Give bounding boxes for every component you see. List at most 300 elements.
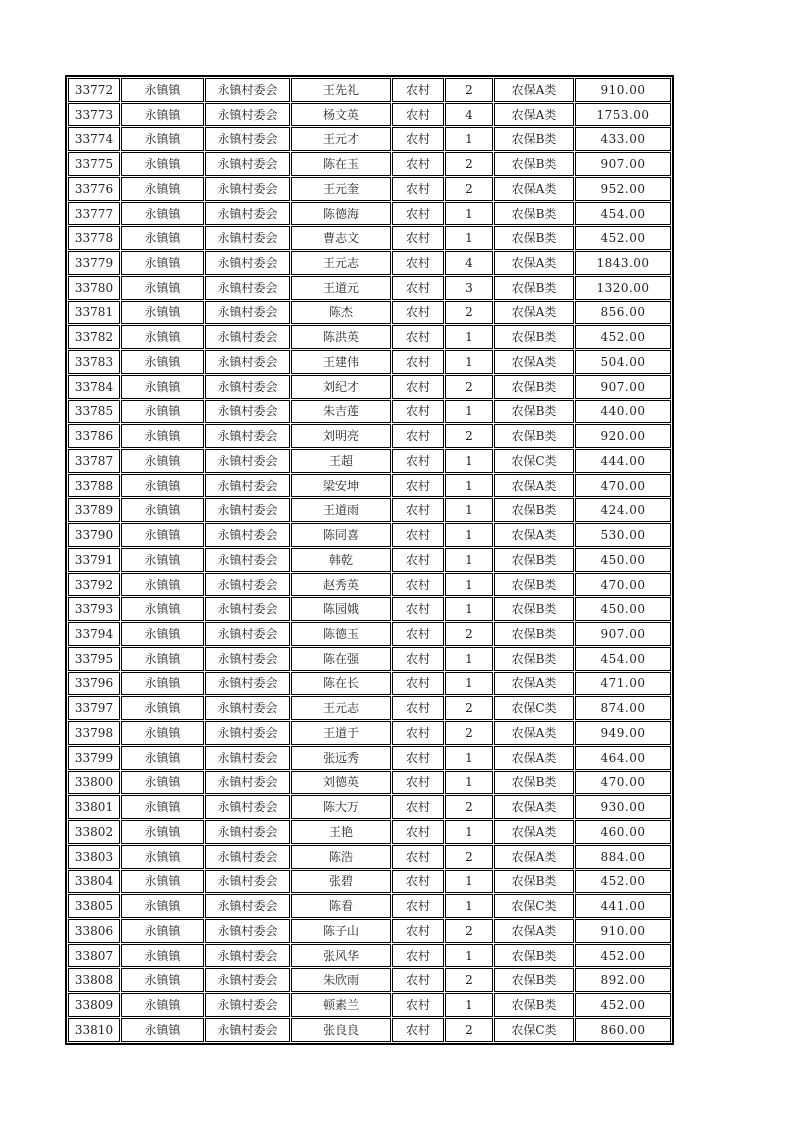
cell-person-count: 2 xyxy=(445,696,493,720)
cell-person-count: 1 xyxy=(445,647,493,671)
table-row xyxy=(68,127,671,151)
cell-village-committee: 永镇村委会 xyxy=(205,127,290,151)
cell-record-id: 33807 xyxy=(68,944,120,968)
cell-village-committee: 永镇村委会 xyxy=(205,672,290,696)
table-row xyxy=(68,152,671,176)
cell-person-name: 陈洪英 xyxy=(291,325,391,349)
cell-person-name: 杨文英 xyxy=(291,103,391,127)
cell-residence-type: 农村 xyxy=(392,721,444,745)
cell-amount: 452.00 xyxy=(575,944,671,968)
cell-village-committee: 永镇村委会 xyxy=(205,226,290,250)
cell-person-count: 1 xyxy=(445,944,493,968)
cell-insurance-category: 农保B类 xyxy=(494,424,574,448)
cell-person-name: 张碧 xyxy=(291,870,391,894)
cell-town: 永镇镇 xyxy=(121,301,204,325)
cell-town: 永镇镇 xyxy=(121,622,204,646)
cell-insurance-category: 农保A类 xyxy=(494,103,574,127)
cell-village-committee: 永镇村委会 xyxy=(205,771,290,795)
cell-residence-type: 农村 xyxy=(392,127,444,151)
cell-residence-type: 农村 xyxy=(392,424,444,448)
cell-town: 永镇镇 xyxy=(121,721,204,745)
cell-person-name: 陈园娥 xyxy=(291,597,391,621)
cell-person-name: 陈看 xyxy=(291,894,391,918)
table-row xyxy=(68,78,671,102)
cell-residence-type: 农村 xyxy=(392,152,444,176)
cell-town: 永镇镇 xyxy=(121,177,204,201)
cell-amount: 444.00 xyxy=(575,449,671,473)
cell-record-id: 33799 xyxy=(68,746,120,770)
cell-town: 永镇镇 xyxy=(121,276,204,300)
cell-person-name: 王元志 xyxy=(291,696,391,720)
cell-person-count: 1 xyxy=(445,672,493,696)
cell-residence-type: 农村 xyxy=(392,993,444,1017)
cell-village-committee: 永镇村委会 xyxy=(205,325,290,349)
cell-record-id: 33776 xyxy=(68,177,120,201)
cell-residence-type: 农村 xyxy=(392,795,444,819)
cell-amount: 464.00 xyxy=(575,746,671,770)
cell-person-count: 1 xyxy=(445,820,493,844)
cell-person-count: 2 xyxy=(445,375,493,399)
table-row xyxy=(68,474,671,498)
cell-person-name: 韩乾 xyxy=(291,548,391,572)
cell-person-count: 4 xyxy=(445,251,493,275)
cell-residence-type: 农村 xyxy=(392,894,444,918)
table-row xyxy=(68,449,671,473)
table-row xyxy=(68,944,671,968)
cell-town: 永镇镇 xyxy=(121,696,204,720)
cell-residence-type: 农村 xyxy=(392,375,444,399)
cell-person-name: 顿素兰 xyxy=(291,993,391,1017)
pension-table xyxy=(65,75,674,1045)
cell-town: 永镇镇 xyxy=(121,894,204,918)
cell-village-committee: 永镇村委会 xyxy=(205,894,290,918)
cell-residence-type: 农村 xyxy=(392,845,444,869)
cell-amount: 471.00 xyxy=(575,672,671,696)
cell-amount: 454.00 xyxy=(575,202,671,226)
cell-person-name: 朱欣雨 xyxy=(291,968,391,992)
table-row xyxy=(68,894,671,918)
cell-amount: 856.00 xyxy=(575,301,671,325)
cell-town: 永镇镇 xyxy=(121,152,204,176)
table-row xyxy=(68,919,671,943)
cell-insurance-category: 农保A类 xyxy=(494,721,574,745)
table-row xyxy=(68,845,671,869)
cell-person-name: 陈德海 xyxy=(291,202,391,226)
cell-residence-type: 农村 xyxy=(392,276,444,300)
cell-village-committee: 永镇村委会 xyxy=(205,350,290,374)
cell-record-id: 33797 xyxy=(68,696,120,720)
cell-residence-type: 农村 xyxy=(392,177,444,201)
cell-amount: 884.00 xyxy=(575,845,671,869)
cell-insurance-category: 农保C类 xyxy=(494,449,574,473)
table-row xyxy=(68,672,671,696)
cell-person-count: 1 xyxy=(445,746,493,770)
cell-amount: 452.00 xyxy=(575,226,671,250)
table-row xyxy=(68,375,671,399)
cell-town: 永镇镇 xyxy=(121,350,204,374)
cell-residence-type: 农村 xyxy=(392,202,444,226)
cell-person-count: 4 xyxy=(445,103,493,127)
cell-record-id: 33779 xyxy=(68,251,120,275)
cell-amount: 450.00 xyxy=(575,597,671,621)
table-row xyxy=(68,968,671,992)
cell-record-id: 33809 xyxy=(68,993,120,1017)
cell-village-committee: 永镇村委会 xyxy=(205,400,290,424)
cell-insurance-category: 农保B类 xyxy=(494,597,574,621)
cell-residence-type: 农村 xyxy=(392,523,444,547)
cell-village-committee: 永镇村委会 xyxy=(205,498,290,522)
cell-record-id: 33804 xyxy=(68,870,120,894)
cell-town: 永镇镇 xyxy=(121,424,204,448)
cell-insurance-category: 农保B类 xyxy=(494,968,574,992)
cell-amount: 470.00 xyxy=(575,474,671,498)
table-row xyxy=(68,276,671,300)
table-row xyxy=(68,771,671,795)
cell-town: 永镇镇 xyxy=(121,226,204,250)
cell-person-count: 1 xyxy=(445,350,493,374)
table-row xyxy=(68,251,671,275)
cell-village-committee: 永镇村委会 xyxy=(205,597,290,621)
cell-insurance-category: 农保A类 xyxy=(494,251,574,275)
cell-person-count: 2 xyxy=(445,622,493,646)
cell-town: 永镇镇 xyxy=(121,746,204,770)
cell-amount: 907.00 xyxy=(575,622,671,646)
cell-town: 永镇镇 xyxy=(121,1018,204,1042)
cell-amount: 907.00 xyxy=(575,375,671,399)
cell-person-count: 2 xyxy=(445,795,493,819)
cell-record-id: 33803 xyxy=(68,845,120,869)
cell-insurance-category: 农保B类 xyxy=(494,325,574,349)
cell-person-name: 王道元 xyxy=(291,276,391,300)
table-row xyxy=(68,1018,671,1042)
table-row xyxy=(68,424,671,448)
cell-village-committee: 永镇村委会 xyxy=(205,573,290,597)
cell-insurance-category: 农保B类 xyxy=(494,276,574,300)
cell-person-count: 1 xyxy=(445,226,493,250)
cell-insurance-category: 农保B类 xyxy=(494,771,574,795)
cell-town: 永镇镇 xyxy=(121,127,204,151)
table-row xyxy=(68,548,671,572)
cell-insurance-category: 农保B类 xyxy=(494,944,574,968)
cell-person-count: 1 xyxy=(445,400,493,424)
table-row xyxy=(68,993,671,1017)
cell-insurance-category: 农保C类 xyxy=(494,894,574,918)
cell-amount: 860.00 xyxy=(575,1018,671,1042)
cell-town: 永镇镇 xyxy=(121,474,204,498)
cell-town: 永镇镇 xyxy=(121,375,204,399)
cell-town: 永镇镇 xyxy=(121,548,204,572)
cell-person-count: 1 xyxy=(445,449,493,473)
cell-person-name: 王建伟 xyxy=(291,350,391,374)
cell-insurance-category: 农保B类 xyxy=(494,152,574,176)
cell-village-committee: 永镇村委会 xyxy=(205,795,290,819)
cell-amount: 452.00 xyxy=(575,870,671,894)
table-row xyxy=(68,721,671,745)
cell-person-name: 陈在强 xyxy=(291,647,391,671)
cell-amount: 441.00 xyxy=(575,894,671,918)
cell-person-name: 梁安坤 xyxy=(291,474,391,498)
cell-residence-type: 农村 xyxy=(392,350,444,374)
cell-village-committee: 永镇村委会 xyxy=(205,944,290,968)
table-row xyxy=(68,325,671,349)
cell-amount: 907.00 xyxy=(575,152,671,176)
cell-person-count: 2 xyxy=(445,152,493,176)
cell-residence-type: 农村 xyxy=(392,820,444,844)
cell-person-count: 2 xyxy=(445,301,493,325)
cell-person-name: 赵秀英 xyxy=(291,573,391,597)
cell-insurance-category: 农保A类 xyxy=(494,795,574,819)
cell-residence-type: 农村 xyxy=(392,746,444,770)
cell-person-name: 陈子山 xyxy=(291,919,391,943)
cell-amount: 530.00 xyxy=(575,523,671,547)
cell-person-name: 朱吉莲 xyxy=(291,400,391,424)
cell-village-committee: 永镇村委会 xyxy=(205,1018,290,1042)
table-row xyxy=(68,523,671,547)
cell-village-committee: 永镇村委会 xyxy=(205,251,290,275)
cell-record-id: 33806 xyxy=(68,919,120,943)
cell-town: 永镇镇 xyxy=(121,968,204,992)
cell-insurance-category: 农保A类 xyxy=(494,746,574,770)
cell-residence-type: 农村 xyxy=(392,474,444,498)
cell-person-name: 陈在玉 xyxy=(291,152,391,176)
cell-person-count: 1 xyxy=(445,474,493,498)
cell-insurance-category: 农保A类 xyxy=(494,350,574,374)
cell-record-id: 33786 xyxy=(68,424,120,448)
cell-insurance-category: 农保A类 xyxy=(494,177,574,201)
cell-village-committee: 永镇村委会 xyxy=(205,301,290,325)
cell-record-id: 33810 xyxy=(68,1018,120,1042)
cell-residence-type: 农村 xyxy=(392,647,444,671)
cell-insurance-category: 农保C类 xyxy=(494,1018,574,1042)
cell-person-count: 1 xyxy=(445,548,493,572)
cell-town: 永镇镇 xyxy=(121,870,204,894)
cell-village-committee: 永镇村委会 xyxy=(205,647,290,671)
cell-person-name: 陈大万 xyxy=(291,795,391,819)
cell-town: 永镇镇 xyxy=(121,647,204,671)
table-row xyxy=(68,820,671,844)
cell-amount: 892.00 xyxy=(575,968,671,992)
cell-insurance-category: 农保B类 xyxy=(494,548,574,572)
cell-village-committee: 永镇村委会 xyxy=(205,177,290,201)
cell-village-committee: 永镇村委会 xyxy=(205,820,290,844)
cell-town: 永镇镇 xyxy=(121,325,204,349)
table-row xyxy=(68,350,671,374)
cell-amount: 470.00 xyxy=(575,771,671,795)
cell-town: 永镇镇 xyxy=(121,251,204,275)
cell-village-committee: 永镇村委会 xyxy=(205,548,290,572)
cell-village-committee: 永镇村委会 xyxy=(205,919,290,943)
cell-person-count: 2 xyxy=(445,845,493,869)
cell-person-name: 张风华 xyxy=(291,944,391,968)
cell-person-count: 1 xyxy=(445,894,493,918)
table-row xyxy=(68,746,671,770)
cell-person-name: 王超 xyxy=(291,449,391,473)
cell-residence-type: 农村 xyxy=(392,498,444,522)
table-row xyxy=(68,622,671,646)
cell-amount: 470.00 xyxy=(575,573,671,597)
cell-insurance-category: 农保B类 xyxy=(494,870,574,894)
cell-person-name: 王元志 xyxy=(291,251,391,275)
cell-record-id: 33790 xyxy=(68,523,120,547)
cell-record-id: 33802 xyxy=(68,820,120,844)
cell-town: 永镇镇 xyxy=(121,597,204,621)
cell-residence-type: 农村 xyxy=(392,597,444,621)
table-row xyxy=(68,400,671,424)
cell-record-id: 33788 xyxy=(68,474,120,498)
cell-amount: 1753.00 xyxy=(575,103,671,127)
cell-residence-type: 农村 xyxy=(392,449,444,473)
cell-person-count: 2 xyxy=(445,968,493,992)
cell-residence-type: 农村 xyxy=(392,103,444,127)
cell-person-count: 2 xyxy=(445,424,493,448)
table-row xyxy=(68,696,671,720)
cell-person-count: 1 xyxy=(445,523,493,547)
cell-person-name: 王道雨 xyxy=(291,498,391,522)
cell-insurance-category: 农保B类 xyxy=(494,375,574,399)
cell-village-committee: 永镇村委会 xyxy=(205,424,290,448)
cell-amount: 949.00 xyxy=(575,721,671,745)
cell-amount: 504.00 xyxy=(575,350,671,374)
cell-amount: 450.00 xyxy=(575,548,671,572)
cell-person-count: 1 xyxy=(445,573,493,597)
cell-person-count: 1 xyxy=(445,993,493,1017)
cell-amount: 930.00 xyxy=(575,795,671,819)
cell-residence-type: 农村 xyxy=(392,696,444,720)
cell-person-name: 王元才 xyxy=(291,127,391,151)
cell-person-name: 王道于 xyxy=(291,721,391,745)
cell-town: 永镇镇 xyxy=(121,795,204,819)
cell-village-committee: 永镇村委会 xyxy=(205,474,290,498)
cell-record-id: 33783 xyxy=(68,350,120,374)
cell-record-id: 33805 xyxy=(68,894,120,918)
cell-record-id: 33787 xyxy=(68,449,120,473)
cell-person-count: 3 xyxy=(445,276,493,300)
cell-insurance-category: 农保A类 xyxy=(494,78,574,102)
cell-village-committee: 永镇村委会 xyxy=(205,202,290,226)
cell-town: 永镇镇 xyxy=(121,449,204,473)
cell-record-id: 33808 xyxy=(68,968,120,992)
cell-record-id: 33793 xyxy=(68,597,120,621)
cell-record-id: 33782 xyxy=(68,325,120,349)
cell-person-count: 1 xyxy=(445,597,493,621)
cell-amount: 460.00 xyxy=(575,820,671,844)
cell-record-id: 33778 xyxy=(68,226,120,250)
cell-person-name: 陈在长 xyxy=(291,672,391,696)
cell-residence-type: 农村 xyxy=(392,301,444,325)
cell-village-committee: 永镇村委会 xyxy=(205,523,290,547)
cell-amount: 952.00 xyxy=(575,177,671,201)
cell-record-id: 33777 xyxy=(68,202,120,226)
cell-record-id: 33774 xyxy=(68,127,120,151)
table-row xyxy=(68,301,671,325)
cell-amount: 454.00 xyxy=(575,647,671,671)
cell-record-id: 33780 xyxy=(68,276,120,300)
cell-person-name: 刘纪才 xyxy=(291,375,391,399)
cell-person-count: 2 xyxy=(445,1018,493,1042)
cell-record-id: 33791 xyxy=(68,548,120,572)
cell-record-id: 33801 xyxy=(68,795,120,819)
cell-residence-type: 农村 xyxy=(392,870,444,894)
cell-person-count: 2 xyxy=(445,78,493,102)
cell-insurance-category: 农保B类 xyxy=(494,993,574,1017)
cell-amount: 1843.00 xyxy=(575,251,671,275)
cell-person-count: 1 xyxy=(445,202,493,226)
cell-residence-type: 农村 xyxy=(392,1018,444,1042)
cell-town: 永镇镇 xyxy=(121,993,204,1017)
cell-town: 永镇镇 xyxy=(121,400,204,424)
cell-person-name: 张良良 xyxy=(291,1018,391,1042)
cell-village-committee: 永镇村委会 xyxy=(205,968,290,992)
cell-person-count: 1 xyxy=(445,771,493,795)
table-row xyxy=(68,647,671,671)
cell-town: 永镇镇 xyxy=(121,573,204,597)
cell-record-id: 33785 xyxy=(68,400,120,424)
cell-town: 永镇镇 xyxy=(121,498,204,522)
cell-insurance-category: 农保B类 xyxy=(494,400,574,424)
cell-person-name: 张远秀 xyxy=(291,746,391,770)
cell-residence-type: 农村 xyxy=(392,548,444,572)
cell-residence-type: 农村 xyxy=(392,573,444,597)
cell-town: 永镇镇 xyxy=(121,672,204,696)
cell-insurance-category: 农保B类 xyxy=(494,127,574,151)
cell-residence-type: 农村 xyxy=(392,944,444,968)
cell-residence-type: 农村 xyxy=(392,622,444,646)
table-row xyxy=(68,226,671,250)
cell-insurance-category: 农保A类 xyxy=(494,301,574,325)
cell-residence-type: 农村 xyxy=(392,78,444,102)
cell-person-count: 2 xyxy=(445,721,493,745)
cell-insurance-category: 农保B类 xyxy=(494,647,574,671)
cell-record-id: 33781 xyxy=(68,301,120,325)
table-row xyxy=(68,870,671,894)
cell-town: 永镇镇 xyxy=(121,944,204,968)
cell-residence-type: 农村 xyxy=(392,251,444,275)
table-row xyxy=(68,202,671,226)
cell-village-committee: 永镇村委会 xyxy=(205,276,290,300)
cell-village-committee: 永镇村委会 xyxy=(205,375,290,399)
cell-record-id: 33796 xyxy=(68,672,120,696)
cell-record-id: 33772 xyxy=(68,78,120,102)
cell-town: 永镇镇 xyxy=(121,771,204,795)
cell-insurance-category: 农保A类 xyxy=(494,672,574,696)
table-row xyxy=(68,498,671,522)
cell-insurance-category: 农保B类 xyxy=(494,622,574,646)
cell-residence-type: 农村 xyxy=(392,771,444,795)
table-row xyxy=(68,597,671,621)
cell-town: 永镇镇 xyxy=(121,523,204,547)
cell-residence-type: 农村 xyxy=(392,672,444,696)
cell-person-count: 2 xyxy=(445,177,493,201)
cell-insurance-category: 农保B类 xyxy=(494,498,574,522)
cell-person-count: 2 xyxy=(445,919,493,943)
table-row xyxy=(68,795,671,819)
cell-person-count: 1 xyxy=(445,870,493,894)
cell-record-id: 33800 xyxy=(68,771,120,795)
cell-village-committee: 永镇村委会 xyxy=(205,622,290,646)
cell-town: 永镇镇 xyxy=(121,78,204,102)
cell-village-committee: 永镇村委会 xyxy=(205,78,290,102)
cell-residence-type: 农村 xyxy=(392,325,444,349)
cell-amount: 910.00 xyxy=(575,919,671,943)
cell-town: 永镇镇 xyxy=(121,820,204,844)
cell-village-committee: 永镇村委会 xyxy=(205,845,290,869)
cell-insurance-category: 农保A类 xyxy=(494,919,574,943)
cell-insurance-category: 农保A类 xyxy=(494,474,574,498)
cell-person-name: 陈同喜 xyxy=(291,523,391,547)
cell-record-id: 33775 xyxy=(68,152,120,176)
cell-amount: 452.00 xyxy=(575,993,671,1017)
cell-amount: 424.00 xyxy=(575,498,671,522)
